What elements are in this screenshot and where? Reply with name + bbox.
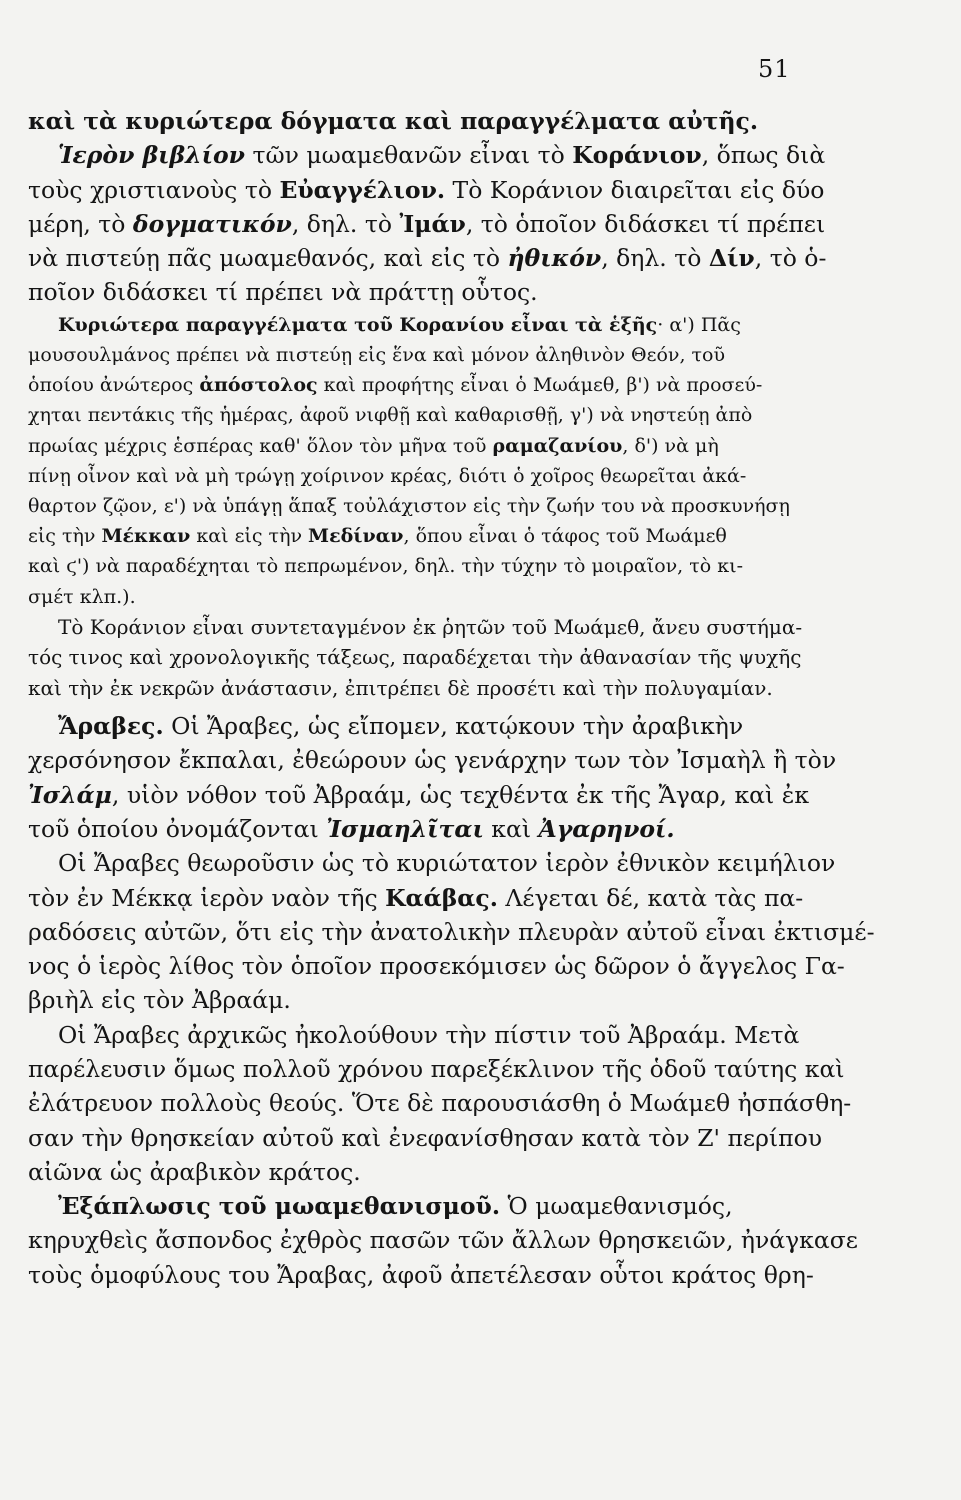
bold-heading: Ἄραβες. (58, 712, 164, 741)
text-line: θαρτον ζῷον, ε') νὰ ὑπάγῃ ἅπαξ τοὐλάχιστον εἰς τὴν ζωήν του νὰ προσκυνήσῃ (28, 495, 790, 517)
text-line: καὶ τὴν ἐκ νεκρῶν ἀνάστασιν, ἐπιτρέπει δὲ προσέτι καὶ τὴν πολυγαμίαν. (28, 675, 773, 700)
text-line: καὶ ϛ') νὰ παραδέχηται τὸ πεπρωμένον, δηλ. τὴν τύχην τὸ μοιραῖον, τὸ κι- (28, 555, 743, 578)
bold-term: ραμαζανίου (492, 434, 623, 457)
text-line (28, 778, 818, 812)
text-span: καὶ (483, 814, 539, 843)
bold-term: Καάβας. (385, 883, 498, 912)
bold-term: Μεδίναν (308, 525, 404, 548)
text-line: ἐλάτρευον πολλοὺς θεούς. Ὅτε δὲ παρουσιάσθη ὁ Μωάμεθ ἠσπάσθη- (28, 1089, 852, 1118)
text-line: Τὸ Κοράνιον εἶναι συντεταγμένον ἐκ ῥητῶν τοῦ Μωάμεθ, ἄνευ συστήμα- (58, 614, 803, 639)
text-span: πρωίας μέχρις ἑσπέρας καθ' ὅλον τὸν μῆνα τοῦ (28, 434, 493, 457)
text-line (28, 1189, 818, 1223)
text-line (28, 709, 818, 743)
emphasis: Ἱερὸν βιβλίον (58, 141, 245, 170)
text-span: Ὁ μωαμεθανισμός, (500, 1192, 733, 1221)
text-line: νος ὁ ἱερὸς λίθος τὸν ὁποῖον προσεκόμισεν ὡς δῶρον ὁ ἄγγελος Γα- (28, 952, 845, 981)
text-span: · α') Πᾶς (657, 313, 741, 336)
page-text (28, 104, 875, 1292)
bold-term: Μέκκαν (101, 525, 191, 548)
text-line: βριὴλ εἰς τὸν Ἀβραάμ. (28, 986, 291, 1015)
text-span: , ὅπου εἶναι ὁ τάφος τοῦ Μωάμεθ (403, 525, 727, 548)
text-line: ραδόσεις αὐτῶν, ὅτι εἰς τὴν ἀνατολικὴν πλευρὰν αὐτοῦ εἶναι ἐκτισμέ- (28, 917, 875, 946)
text-line: παρέλευσιν ὅμως πολλοῦ χρόνου παρεξέκλινον τῆς ὁδοῦ ταύτης καὶ (28, 1055, 845, 1083)
text-span: καὶ προφήτης εἶναι ὁ Μωάμεθ, β') νὰ προσεύ- (317, 374, 763, 397)
bold-term: Δίν (708, 244, 755, 273)
emphasis: ἠθικόν (507, 244, 602, 273)
bold-heading: Ἐξάπλωσις τοῦ μωαμεθανισμοῦ. (58, 1192, 501, 1221)
text-span: , τὸ ὁ- (754, 244, 827, 273)
text-line: κηρυχθεὶς ἄσπονδος ἐχθρὸς πασῶν τῶν ἄλλων θρησκειῶν, ἠνάγκασε (28, 1226, 858, 1255)
text-span: εἰς τὴν (28, 525, 102, 548)
text-span: τοὺς χριστιανοὺς τὸ (28, 175, 280, 204)
text-line (28, 241, 827, 275)
text-line: σαν τὴν θρησκείαν αὐτοῦ καὶ ἐνεφανίσθησαν κατὰ τὸν Ζ' περίπου (28, 1123, 823, 1152)
text-line (28, 812, 818, 846)
text-line (28, 521, 818, 551)
text-line: Οἱ Ἄραβες θεωροῦσιν ὡς τὸ κυριώτατον ἱερὸν ἐθνικὸν κειμήλιον (58, 849, 836, 878)
emphasis: Ἰσλάμ (28, 780, 112, 809)
text-span: , τὸ ὁποῖον διδάσκει τί πρέπει (465, 209, 826, 238)
text-line (28, 138, 826, 172)
bold-term: Ἰμάν (399, 209, 466, 238)
text-line (28, 173, 825, 207)
text-line (28, 370, 818, 400)
text-span: , δ') νὰ μὴ (622, 434, 719, 457)
text-span: , δηλ. τὸ (601, 244, 709, 273)
text-line: ποῖον διδάσκει τί πρέπει νὰ πράττῃ οὗτος. (28, 278, 538, 307)
bold-heading: καὶ τὰ κυριώτερα δόγματα καὶ παραγγέλματα αὐτῆς. (28, 107, 759, 135)
bold-term: ἀπόστολος (199, 374, 318, 397)
text-span: , ὅπως διὰ (701, 141, 826, 170)
emphasis: Ἰσμαηλῖται (326, 814, 484, 843)
text-span: τοῦ ὁποίου ὀνομάζονται (28, 814, 327, 843)
text-line: Οἱ Ἄραβες ἀρχικῶς ἠκολούθουν τὴν πίστιν τοῦ Ἀβραάμ. Μετὰ (58, 1020, 800, 1049)
emphasis: δογματικόν (132, 209, 292, 238)
text-span: τὸν ἐν Μέκκᾳ ἱερὸν ναὸν τῆς (28, 883, 386, 912)
text-span: ὁποίου ἀνώτερος (28, 374, 200, 397)
text-line (28, 881, 818, 915)
page-number: 51 (758, 55, 791, 83)
text-line (28, 104, 818, 138)
text-line (28, 207, 826, 241)
text-line: χερσόνησον ἔκπαλαι, ἐθεώρουν ὡς γενάρχην των τὸν Ἰσμαὴλ ἢ τὸν (28, 746, 837, 775)
text-line: τός τινος καὶ χρονολογικῆς τάξεως, παραδέχεται τὴν ἀθανασίαν τῆς ψυχῆς (28, 645, 802, 670)
bold-term: Εὐαγγέλιον. (279, 175, 446, 204)
text-span: Τὸ Κοράνιον διαιρεῖται εἰς δύο (445, 175, 825, 204)
bold-heading: Κυριώτερα παραγγέλματα τοῦ Κορανίου εἶναι τὰ ἑξῆς (58, 313, 658, 336)
text-line: σμέτ κλπ.). (28, 585, 136, 608)
emphasis: Ἀγαρηνοί. (538, 814, 675, 843)
text-span: μέρη, τὸ (28, 209, 133, 238)
text-line: χηται πεντάκις τῆς ἡμέρας, ἀφοῦ νιφθῇ καὶ καθαρισθῇ, γ') νὰ νηστεύῃ ἀπὸ (28, 404, 753, 427)
text-line: αἰῶνα ὡς ἀραβικὸν κράτος. (28, 1157, 361, 1186)
text-line: μουσουλμάνος πρέπει νὰ πιστεύῃ εἰς ἕνα καὶ μόνον ἀληθινὸν Θεόν, τοῦ (28, 343, 726, 366)
text-span: Οἱ Ἄραβες, ὡς εἴπομεν, κατῴκουν τὴν ἀραβικὴν (163, 712, 744, 741)
text-span: νὰ πιστεύῃ πᾶς μωαμεθανός, καὶ εἰς τὸ (28, 244, 508, 273)
text-span: Λέγεται δέ, κατὰ τὰς πα- (497, 883, 804, 912)
text-span: καὶ εἰς τὴν (190, 525, 309, 548)
text-span: τῶν μωαμεθανῶν εἶναι τὸ (245, 141, 573, 170)
text-line: τοὺς ὁμοφύλους του Ἄραβας, ἀφοῦ ἀπετέλεσαν οὗτοι κράτος θρη- (28, 1260, 814, 1289)
text-line (28, 310, 818, 340)
text-span: , δηλ. τὸ (291, 209, 400, 238)
bold-term: Κοράνιον (572, 141, 702, 170)
text-line (28, 431, 818, 461)
text-span: , υἱὸν νόθον τοῦ Ἀβραάμ, ὡς τεχθέντα ἐκ τῆς Ἄγαρ, καὶ ἐκ (111, 780, 810, 809)
text-line: πίνῃ οἶνον καὶ νὰ μὴ τρώγῃ χοίρινον κρέας, διότι ὁ χοῖρος θεωρεῖται ἀκά- (28, 464, 747, 487)
